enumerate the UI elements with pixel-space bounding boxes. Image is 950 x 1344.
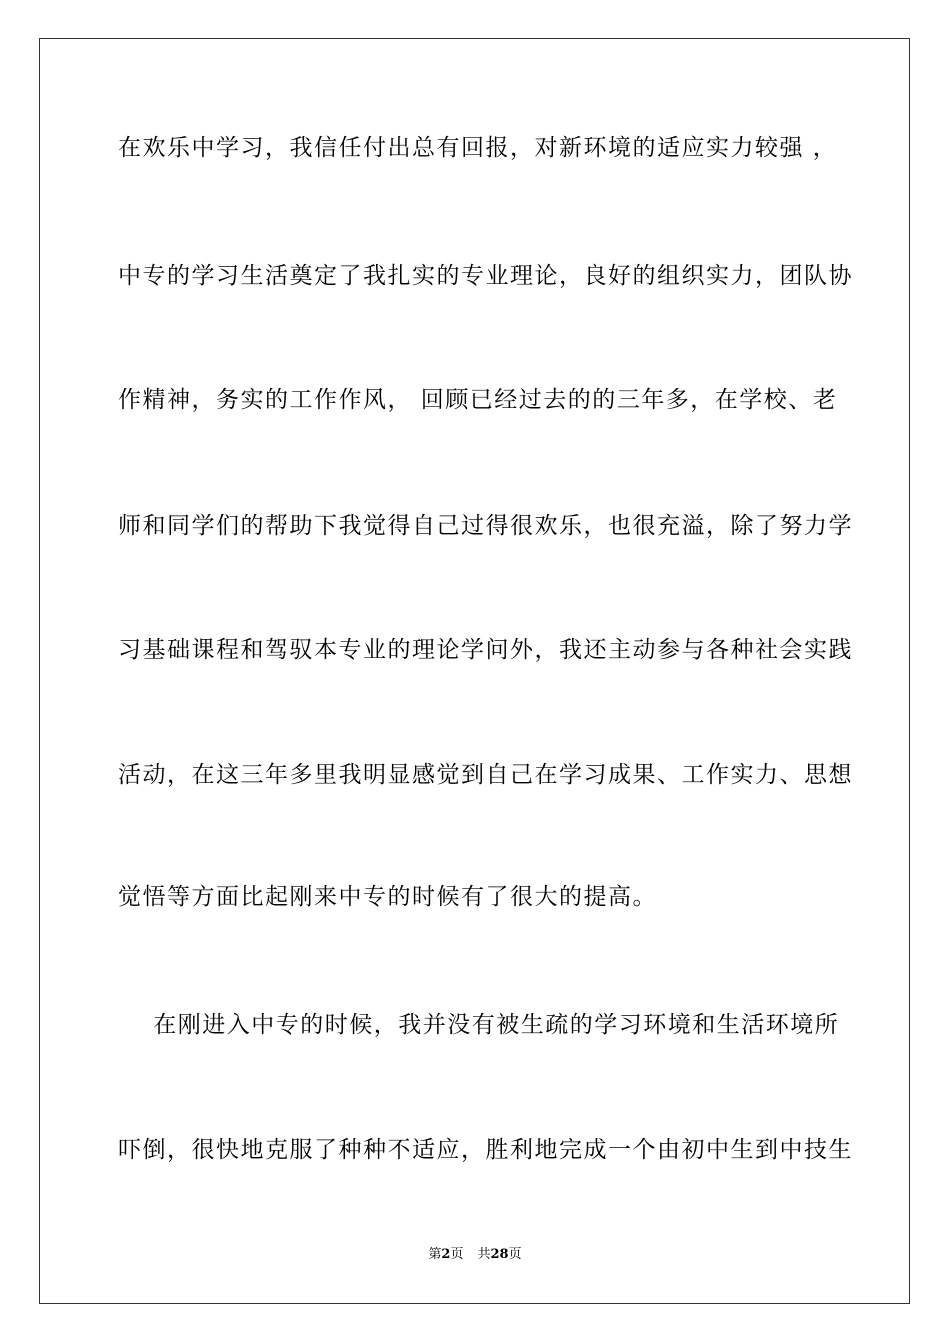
paragraph-line-8: 在刚进入中专的时候，我并没有被生疏的学习环境和生活环境所 (118, 1012, 840, 1038)
footer-total-prefix: 共 (477, 1247, 491, 1262)
paragraph-line-9: 吓倒，很快地克服了种种不适应，胜利地完成一个由初中生到中技生 (118, 1137, 853, 1163)
paragraph-line-7: 觉悟等方面比起刚来中专的时候有了很大的提高。 (118, 884, 657, 910)
footer-page-suffix: 页 (450, 1247, 464, 1262)
footer-page-prefix: 第 (428, 1247, 442, 1262)
footer-total-suffix: 页 (508, 1247, 522, 1262)
paragraph-line-6: 活动，在这三年多里我明显感觉到自己在学习成果、工作实力、思想 (118, 762, 853, 788)
page-footer (0, 1246, 950, 1264)
paragraph-line-1: 在欢乐中学习，我信任付出总有回报，对新环境的适应实力较强 ， (118, 135, 838, 161)
paragraph-line-3: 作精神，务实的工作作风， 回顾已经过去的的三年多，在学校、老 (118, 387, 838, 413)
paragraph-line-2: 中专的学习生活奠定了我扎实的专业理论，良好的组织实力，团队协 (118, 263, 853, 289)
footer-total-pages: 28 (490, 1247, 509, 1262)
page-border (39, 38, 910, 1304)
footer-page-number: 2 (441, 1247, 451, 1262)
paragraph-line-5: 习基础课程和驾驭本专业的理论学问外，我还主动参与各种社会实践 (118, 637, 853, 663)
paragraph-line-4: 师和同学们的帮助下我觉得自己过得很欢乐，也很充溢，除了努力学 (118, 513, 853, 539)
